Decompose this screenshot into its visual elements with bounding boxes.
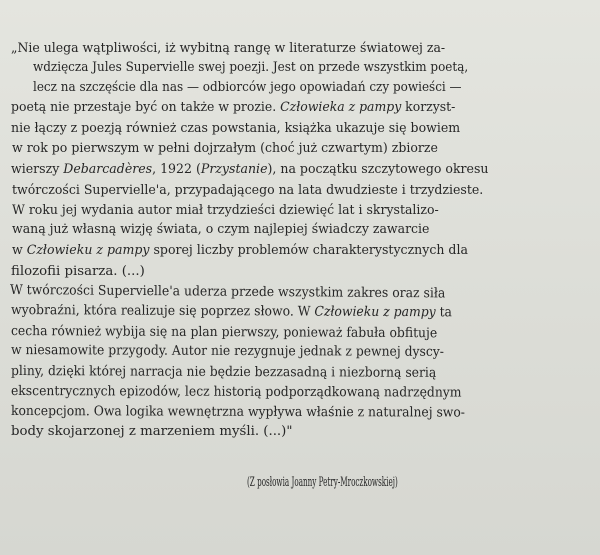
text-segment: waną już własną wizję świata, o czym najlepiej świadczy zawarcie [12,222,430,237]
text-line [10,282,570,304]
text-segment: wdzięcza Jules Supervielle swej poezji. Jest on przede wszystkim poetą, [33,60,469,75]
text-segment: koncepcjom. Owa logika wewnętrzna wypływa właśnie z naturalnej swo- [10,404,466,421]
text-line [11,403,568,423]
text-segment: ta [435,305,452,321]
text-segment: W roku jej wydania autor miał trzydzieści dziewięć lat i skrystalizo- [12,203,439,218]
text-segment: ), na początku szczytowego okresu [267,162,489,177]
text-line [12,202,576,220]
italic-title: Człowieku z pampy [314,304,436,321]
text-line [11,40,574,58]
text-line [12,221,576,239]
text-segment: w rok po pierwszym w pełni dojrzałym (choć już czwartym) zbiorze [12,141,438,156]
text-line [12,182,577,200]
text-segment: sporej liczby problemów charakterystycznych dla [149,243,468,258]
text-segment: „Nie ulega wątpliwości, iż wybitną rangę w literaturze światowej za- [11,41,446,56]
text-segment: nie łączy z poezją również czas powstania, książka ukazuje się bowiem [11,121,461,136]
text-segment: W twórczości Supervielle'a uderza przede wszystkim zakres oraz siła [9,283,446,302]
text-segment: filozofii pisarza. (...) [11,264,145,279]
text-line [33,79,574,97]
text-segment: lecz na szczęście dla nas — odbiorców jego opowiadań czy powieści — [33,80,462,95]
text-line [11,323,569,344]
text-line [12,242,578,260]
text-segment: (Z posłowia Joanny Petry-Mroczkowskiej) [247,475,398,490]
italic-title: Człowieka z pampy [280,100,402,115]
text-line [11,383,569,403]
italic-title: Przystanie [200,162,268,177]
text-line [11,263,600,281]
text-line [11,161,577,179]
text-segment: w niesamowite przygody. Autor nie rezygnuje jednak z pewnej dyscy- [10,343,444,360]
text-line [33,59,574,77]
italic-title: Człowieku z pampy [26,243,150,258]
text-line [11,99,572,117]
text-segment: korzyst- [401,100,456,115]
text-segment: w [12,243,27,258]
text-segment: wyobraźni, która realizuje się poprzez słowo. W [10,303,315,320]
text-line [11,302,570,323]
text-segment: body skojarzonej z marzeniem myśli. (...)" [11,424,293,439]
text-line [11,423,600,441]
text-segment: pliny, dzięki której narracja nie będzie bezzasadną i niezborną serią [10,364,437,381]
text-segment: poetą nie przestaje być on także w prozie. [11,100,281,115]
text-line [11,342,568,362]
text-segment: ekscentrycznych epizodów, lecz historią podporządkowaną nadrzędnym [10,384,462,401]
text-segment: wierszy [11,162,64,177]
text-segment: , 1922 ( [152,162,201,177]
text-segment: cecha również wybija się na plan pierwszy, ponieważ fabuła obfituje [10,324,438,342]
citation-line [247,474,572,492]
text-segment: twórczości Supervielle'a, przypadającego na lata dwudzieste i trzydzieste. [12,183,484,198]
italic-title: Debarcadères [63,162,153,177]
text-line [11,363,569,383]
text-line [11,120,576,138]
text-line [12,140,577,158]
